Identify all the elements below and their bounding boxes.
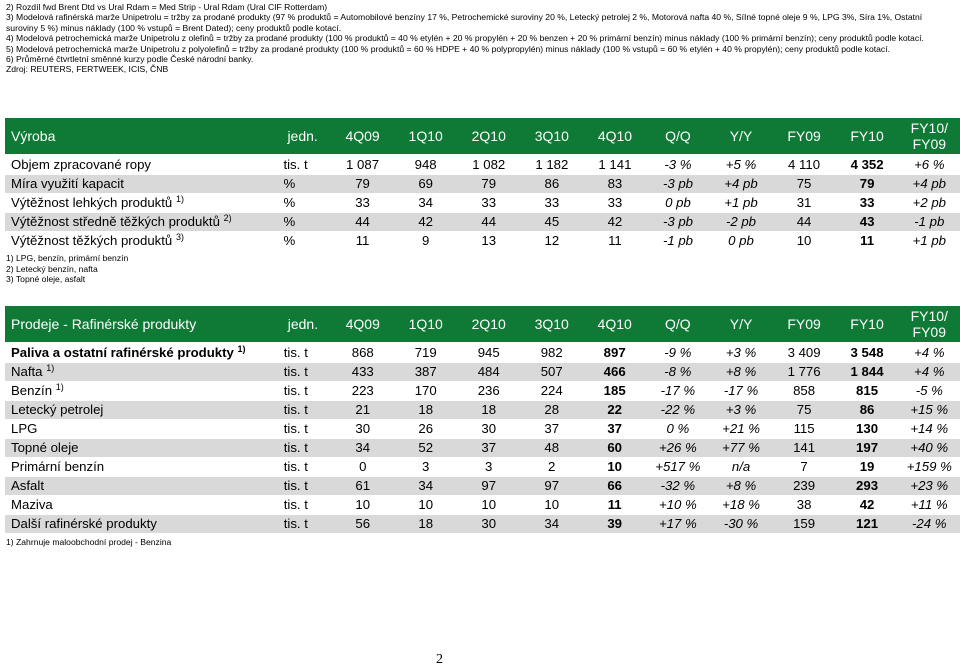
- table-cell: 52: [394, 439, 457, 458]
- table-cell: +11 %: [899, 496, 960, 515]
- table-cell: -22 %: [646, 401, 709, 420]
- table-cell: +4 %: [899, 363, 960, 382]
- table-cell: 224: [520, 382, 583, 401]
- table-cell: +4 pb: [709, 175, 772, 194]
- table-cell: 945: [457, 343, 520, 363]
- table-cell: 3 409: [773, 343, 836, 363]
- table-row: [5, 439, 960, 458]
- table-row: [5, 496, 960, 515]
- row-label: [5, 175, 281, 194]
- table-cell: 43: [836, 213, 899, 232]
- table-cell: 4 110: [773, 155, 836, 175]
- column-header: 2Q10: [457, 306, 520, 343]
- source-line: Zdroj: REUTERS, FERTWEEK, ICIS, ČNB: [6, 64, 169, 75]
- column-header: FY10: [836, 306, 899, 343]
- table-cell: +517 %: [646, 458, 709, 477]
- note-line: 6) Průměrné čtvrtletní směnné kurzy podle České národní banky.: [6, 54, 254, 65]
- table-row: [5, 343, 960, 363]
- row-unit: tis. t: [282, 477, 332, 496]
- row-label: [5, 420, 282, 439]
- row-unit: tis. t: [282, 458, 332, 477]
- table-cell: -17 %: [646, 382, 709, 401]
- table-cell: 141: [773, 439, 836, 458]
- table-row: [5, 458, 960, 477]
- row-unit: %: [281, 194, 331, 213]
- table-cell: 868: [331, 343, 394, 363]
- row-unit: %: [281, 232, 331, 251]
- table-cell: +14 %: [899, 420, 960, 439]
- production-table: [5, 118, 960, 251]
- row-label-text: Výtěžnost středně těžkých produktů: [11, 214, 220, 229]
- table-cell: 11: [836, 232, 899, 251]
- row-label-text: Maziva: [11, 497, 53, 512]
- table-cell: +21 %: [710, 420, 773, 439]
- footnote: 1) Zahrnuje maloobchodní prodej - Benzina: [6, 537, 172, 547]
- table-cell: 33: [457, 194, 520, 213]
- row-label: [5, 232, 281, 251]
- footnotes-production: [6, 253, 128, 285]
- table-cell: 719: [394, 343, 457, 363]
- table-cell: +18 %: [710, 496, 773, 515]
- column-header: jedn.: [282, 306, 332, 343]
- row-label-text: Letecký petrolej: [11, 402, 104, 417]
- table-cell: 79: [331, 175, 394, 194]
- table-cell: 1 087: [331, 155, 394, 175]
- sales-table: [5, 306, 960, 534]
- table-cell: +8 %: [710, 363, 773, 382]
- table-cell: -3 %: [646, 155, 709, 175]
- column-header: FY10/ FY09: [899, 118, 960, 155]
- row-unit: tis. t: [282, 496, 332, 515]
- table-cell: 26: [394, 420, 457, 439]
- table-cell: 4 352: [836, 155, 899, 175]
- table-title: Prodeje - Rafinérské produkty: [5, 306, 282, 343]
- note-line: 3) Modelová rafinérská marže Unipetrolu = tržby za prodané produkty (97 % produktů = Automobilové benzíny 17 %, Petrochemické suroviny 20 %, Letecký petrolej 2 %, Motorová nafta 40 %, SíIné topné oleje 9 %, LPG 3%, Síra 1%, Ostatní suroviny 5 %) minus náklady (100 % vstupů = Brent Dated); ceny produktů podle kotací.: [6, 12, 923, 33]
- table-cell: 31: [773, 194, 836, 213]
- table-cell: 2: [520, 458, 583, 477]
- table-cell: 507: [520, 363, 583, 382]
- table-cell: 10: [773, 232, 836, 251]
- row-unit: tis. t: [282, 439, 332, 458]
- table-cell: +26 %: [646, 439, 709, 458]
- row-label-text: Výtěžnost těžkých produktů: [11, 233, 173, 248]
- column-header: jedn.: [281, 118, 331, 155]
- column-header: 4Q09: [331, 118, 394, 155]
- table-cell: +4 %: [899, 343, 960, 363]
- page-number: 2: [436, 652, 443, 667]
- table-cell: -1 pb: [899, 213, 960, 232]
- table-cell: 33: [520, 194, 583, 213]
- table-row: [5, 382, 960, 401]
- row-label-text: Objem zpracované ropy: [11, 157, 152, 172]
- table-cell: 815: [836, 382, 899, 401]
- table-cell: 1 182: [520, 155, 583, 175]
- row-unit: tis. t: [282, 515, 332, 534]
- row-unit: tis. t: [282, 363, 332, 382]
- row-unit: %: [281, 175, 331, 194]
- footnote-marker: 3): [175, 232, 184, 242]
- table-cell: 858: [773, 382, 836, 401]
- row-label-text: Další rafinérské produkty: [11, 516, 157, 531]
- table-cell: -17 %: [710, 382, 773, 401]
- table-cell: 75: [773, 401, 836, 420]
- table-cell: +159 %: [899, 458, 960, 477]
- table-cell: +10 %: [646, 496, 709, 515]
- footnote-marker: 1): [237, 344, 246, 354]
- table-cell: 22: [583, 401, 646, 420]
- row-unit: tis. t: [282, 420, 332, 439]
- footnote-marker: 1): [175, 194, 184, 204]
- table-cell: 18: [394, 401, 457, 420]
- table-row: [5, 363, 960, 382]
- table-row: [5, 155, 960, 175]
- row-label: [5, 401, 282, 420]
- table-cell: 11: [331, 232, 394, 251]
- table-cell: 982: [520, 343, 583, 363]
- table-cell: +2 pb: [899, 194, 960, 213]
- row-label-text: Výtěžnost lehkých produktů: [11, 195, 173, 210]
- table-cell: 1 844: [836, 363, 899, 382]
- note-line: 4) Modelová petrochemická marže Unipetrolu z olefinů = tržby za prodané produkty (100 % produktů = 40 % etylén + 20 % propylén + 20 % benzen + 20 % primární benzín) minus náklady (100 % primární benzín); ceny produktů podle kotací.: [6, 33, 924, 44]
- note-line: 5) Modelová petrochemická marže Unipetrolu z polyolefinů = tržby za prodané produkty (100 % produktů = 60 % HDPE + 40 % polypropylén) minus náklady (100 % vstupů = 60 % etylén + 40 % propylén); ceny produktů podle kotací.: [6, 43, 890, 54]
- table-cell: 97: [520, 477, 583, 496]
- table-cell: 44: [457, 213, 520, 232]
- row-label: [5, 213, 281, 232]
- table-cell: 387: [394, 363, 457, 382]
- row-label-text: Nafta: [11, 364, 43, 379]
- table-cell: 33: [331, 194, 394, 213]
- table-cell: 45: [520, 213, 583, 232]
- table-cell: 121: [836, 515, 899, 534]
- row-label-text: Míra využití kapacit: [11, 176, 124, 191]
- table-cell: 44: [331, 213, 394, 232]
- table-cell: -3 pb: [646, 175, 709, 194]
- row-label-text: Primární benzín: [11, 459, 105, 474]
- table-cell: 42: [836, 496, 899, 515]
- table-cell: 197: [836, 439, 899, 458]
- table-cell: 34: [394, 477, 457, 496]
- table-cell: 30: [331, 420, 394, 439]
- table-cell: 10: [583, 458, 646, 477]
- table-cell: -3 pb: [646, 213, 709, 232]
- row-unit: %: [281, 213, 331, 232]
- table-cell: 60: [583, 439, 646, 458]
- table-cell: 11: [583, 496, 646, 515]
- table-cell: +23 %: [899, 477, 960, 496]
- table-cell: 3: [457, 458, 520, 477]
- row-label: [5, 477, 282, 496]
- column-header: FY10: [836, 118, 899, 155]
- table-cell: 30: [457, 420, 520, 439]
- column-header: 3Q10: [520, 118, 583, 155]
- table-cell: 130: [836, 420, 899, 439]
- table-cell: 236: [457, 382, 520, 401]
- table-row: [5, 420, 960, 439]
- table-cell: 239: [773, 477, 836, 496]
- table-cell: +77 %: [710, 439, 773, 458]
- table-cell: 1 082: [457, 155, 520, 175]
- table-cell: +4 pb: [899, 175, 960, 194]
- table-cell: -2 pb: [709, 213, 772, 232]
- table-cell: 115: [773, 420, 836, 439]
- table-row: [5, 477, 960, 496]
- table-cell: 79: [457, 175, 520, 194]
- table-cell: +6 %: [899, 155, 960, 175]
- table-cell: 7: [773, 458, 836, 477]
- column-header: 4Q10: [583, 118, 646, 155]
- table-cell: 12: [520, 232, 583, 251]
- table-cell: 18: [457, 401, 520, 420]
- table-cell: 223: [331, 382, 394, 401]
- table-cell: -24 %: [899, 515, 960, 534]
- footnote: 3) Topné oleje, asfalt: [6, 274, 86, 285]
- table-cell: 86: [520, 175, 583, 194]
- footnote: 2) Letecký benzín, nafta: [6, 263, 98, 274]
- table-cell: +3 %: [710, 401, 773, 420]
- table-cell: 0 pb: [709, 232, 772, 251]
- table-cell: 10: [331, 496, 394, 515]
- column-header: FY09: [773, 306, 836, 343]
- table-cell: 44: [773, 213, 836, 232]
- column-header: 4Q10: [583, 306, 646, 343]
- table-cell: 42: [583, 213, 646, 232]
- table-cell: 948: [394, 155, 457, 175]
- table-cell: 83: [583, 175, 646, 194]
- column-header: Q/Q: [646, 118, 709, 155]
- row-label-text: LPG: [11, 421, 38, 436]
- table-cell: 37: [520, 420, 583, 439]
- row-label: [5, 382, 282, 401]
- row-unit: tis. t: [282, 401, 332, 420]
- table-cell: 10: [457, 496, 520, 515]
- row-label: [5, 194, 281, 213]
- table-cell: n/a: [710, 458, 773, 477]
- table-cell: 185: [583, 382, 646, 401]
- column-header: Y/Y: [710, 306, 773, 343]
- table-row: [5, 232, 960, 251]
- table-cell: 1 141: [583, 155, 646, 175]
- table-cell: 433: [331, 363, 394, 382]
- table-cell: 69: [394, 175, 457, 194]
- table-cell: +40 %: [899, 439, 960, 458]
- table-cell: 34: [394, 194, 457, 213]
- footnote-marker: 2): [223, 213, 232, 223]
- table-header-row: [5, 306, 960, 343]
- table-cell: 33: [836, 194, 899, 213]
- table-cell: 75: [773, 175, 836, 194]
- table-cell: +17 %: [646, 515, 709, 534]
- column-header: 3Q10: [520, 306, 583, 343]
- column-header: FY10/ FY09: [899, 306, 960, 343]
- table-cell: 0 pb: [646, 194, 709, 213]
- table-cell: 19: [836, 458, 899, 477]
- row-label-text: Benzín: [11, 383, 53, 398]
- table-cell: 10: [520, 496, 583, 515]
- table-cell: 897: [583, 343, 646, 363]
- table-cell: 1 776: [773, 363, 836, 382]
- table-cell: 0: [331, 458, 394, 477]
- table-cell: +8 %: [710, 477, 773, 496]
- table-cell: -1 pb: [646, 232, 709, 251]
- table-row: [5, 175, 960, 194]
- footnote: 1) LPG, benzín, primární benzín: [6, 253, 129, 263]
- column-header: 2Q10: [457, 118, 520, 155]
- column-header: FY09: [773, 118, 836, 155]
- table-cell: +1 pb: [899, 232, 960, 251]
- table-cell: 37: [583, 420, 646, 439]
- row-unit: tis. t: [281, 155, 331, 175]
- table-row: [5, 213, 960, 232]
- table-cell: 0 %: [646, 420, 709, 439]
- table-cell: 293: [836, 477, 899, 496]
- table-cell: -5 %: [899, 382, 960, 401]
- table-cell: 34: [331, 439, 394, 458]
- footnote-sales: [6, 537, 171, 547]
- table-cell: 39: [583, 515, 646, 534]
- notes-top: [6, 2, 946, 75]
- table-cell: 9: [394, 232, 457, 251]
- table-cell: 18: [394, 515, 457, 534]
- table-cell: 34: [520, 515, 583, 534]
- table-cell: 30: [457, 515, 520, 534]
- table-cell: 97: [457, 477, 520, 496]
- table-row: [5, 401, 960, 420]
- table-cell: +15 %: [899, 401, 960, 420]
- table-cell: 38: [773, 496, 836, 515]
- row-label: [5, 343, 282, 363]
- note-line: 2) Rozdíl fwd Brent Dtd vs Ural Rdam = Med Strip - Ural Rdam (Ural CIF Rotterdam): [6, 2, 328, 12]
- column-header: 1Q10: [394, 306, 457, 343]
- table-cell: 66: [583, 477, 646, 496]
- row-label: [5, 155, 281, 175]
- table-cell: 21: [331, 401, 394, 420]
- row-label: [5, 496, 282, 515]
- row-label: [5, 363, 282, 382]
- table-cell: +1 pb: [709, 194, 772, 213]
- column-header: Q/Q: [646, 306, 709, 343]
- row-label-text: Topné oleje: [11, 440, 79, 455]
- row-label: [5, 515, 282, 534]
- column-header: 1Q10: [394, 118, 457, 155]
- table-cell: 56: [331, 515, 394, 534]
- table-cell: 3: [394, 458, 457, 477]
- table-cell: 48: [520, 439, 583, 458]
- table-title: Výroba: [5, 118, 281, 155]
- table-cell: 466: [583, 363, 646, 382]
- column-header: 4Q09: [331, 306, 394, 343]
- column-header: Y/Y: [709, 118, 772, 155]
- table-cell: 170: [394, 382, 457, 401]
- table-cell: -30 %: [710, 515, 773, 534]
- table-cell: -9 %: [646, 343, 709, 363]
- table-cell: 10: [394, 496, 457, 515]
- row-label: [5, 439, 282, 458]
- table-cell: 79: [836, 175, 899, 194]
- table-cell: 37: [457, 439, 520, 458]
- row-label-text: Asfalt: [11, 478, 44, 493]
- table-cell: 33: [583, 194, 646, 213]
- row-unit: tis. t: [282, 343, 332, 363]
- table-cell: 484: [457, 363, 520, 382]
- table-row: [5, 194, 960, 213]
- table-cell: 11: [583, 232, 646, 251]
- table-cell: 3 548: [836, 343, 899, 363]
- table-cell: -8 %: [646, 363, 709, 382]
- table-cell: -32 %: [646, 477, 709, 496]
- table-cell: +3 %: [710, 343, 773, 363]
- row-unit: tis. t: [282, 382, 332, 401]
- footnote-marker: 1): [55, 382, 64, 392]
- table-cell: 13: [457, 232, 520, 251]
- table-row: [5, 515, 960, 534]
- table-cell: 42: [394, 213, 457, 232]
- table-cell: +5 %: [709, 155, 772, 175]
- table-cell: 86: [836, 401, 899, 420]
- table-cell: 28: [520, 401, 583, 420]
- row-label-text: Paliva a ostatní rafinérské produkty: [11, 345, 234, 360]
- footnote-marker: 1): [46, 363, 55, 373]
- table-header-row: [5, 118, 960, 155]
- row-label: [5, 458, 282, 477]
- table-cell: 159: [773, 515, 836, 534]
- table-cell: 61: [331, 477, 394, 496]
